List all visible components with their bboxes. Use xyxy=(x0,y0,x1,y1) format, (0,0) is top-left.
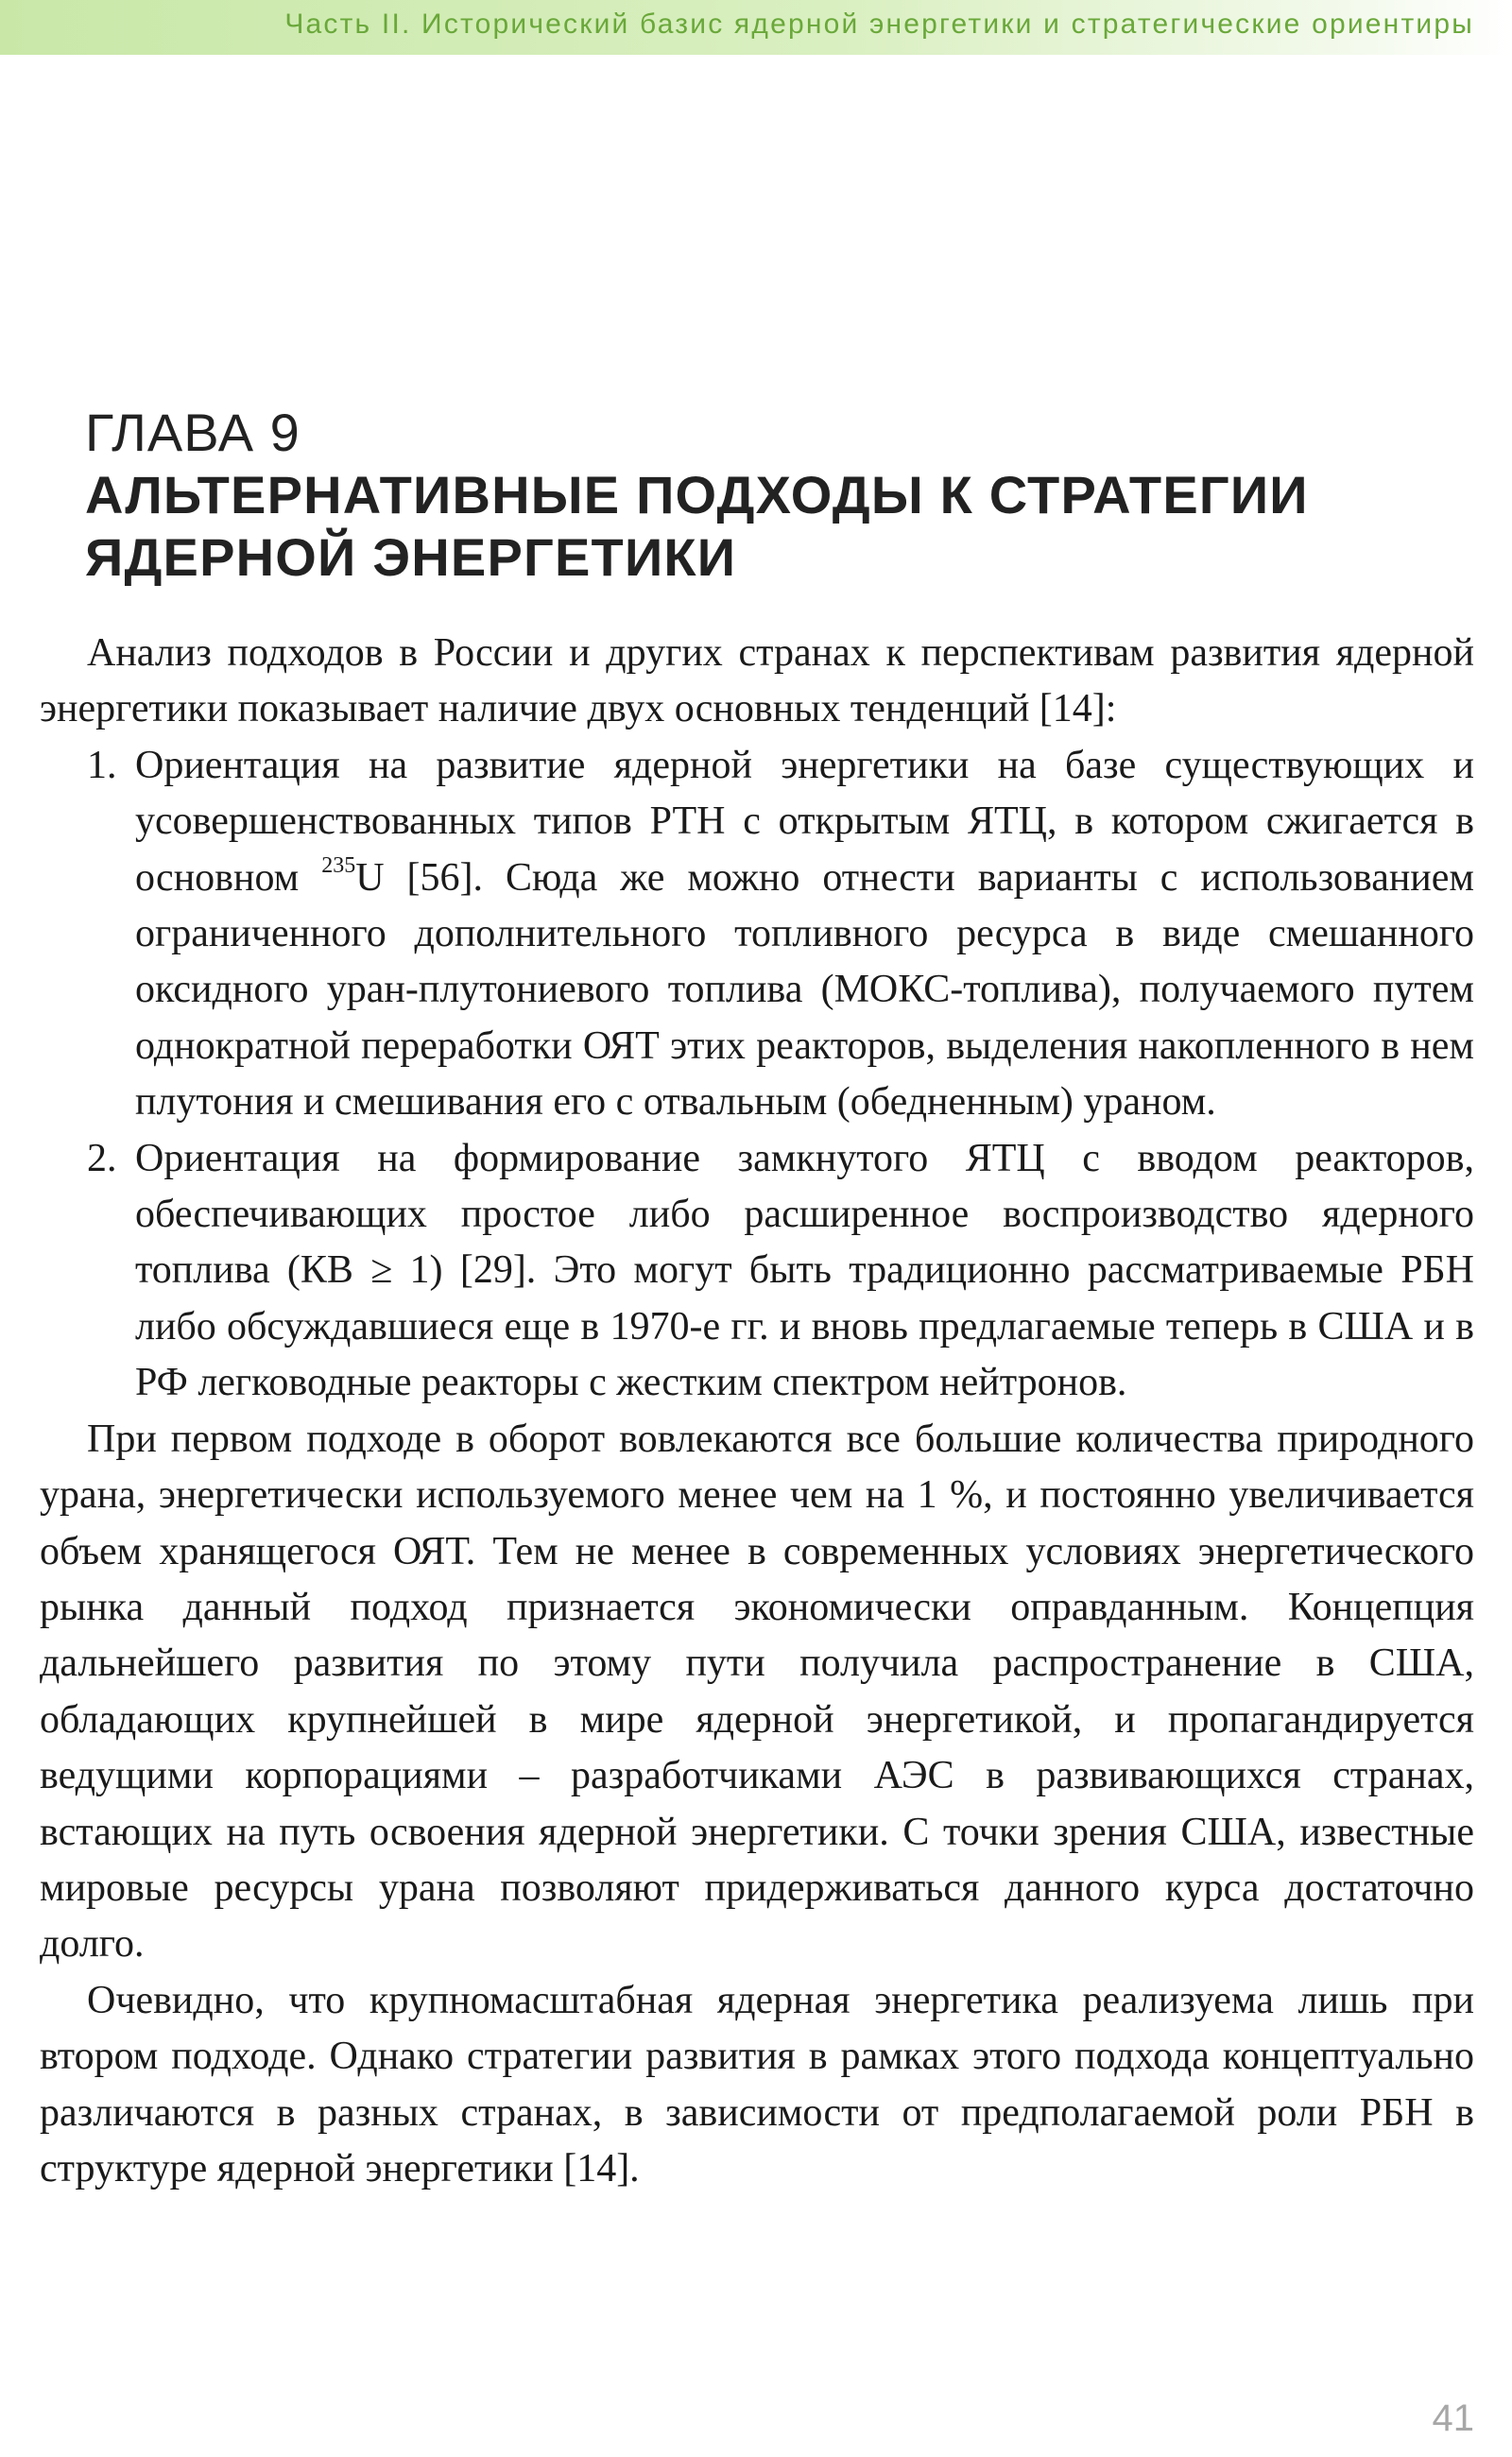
list-item-text-continued: U [56]. Сюда же можно отнести варианты с использованием ограниченного дополнительного топливного ресурса в виде смешанного оксидного уран-плутониевого топлива (МОКС-топлива), получаемого путем однократной переработки ОЯТ этих реакторов, выделения накопленного в нем плутония и смешивания его с отвальным (обедненным) ураном. xyxy=(135,855,1475,1125)
chapter-heading xyxy=(85,402,1474,589)
list-item-text: Ориентация на формирование замкнутого ЯТЦ с вводом реакторов, обеспечивающих простое либо расширенное воспроизводство ядерного топлива (КВ ≥ 1) [29]. Это могут быть традиционно рассматриваемые РБН либо обсуждавшиеся еще в 1970-е гг. и вновь предлагаемые теперь в США и в РФ легководные реакторы с жестким спектром нейтронов. xyxy=(135,1136,1474,1405)
page-number: 41 xyxy=(1432,2397,1474,2439)
list-item-number: 1. xyxy=(87,743,117,787)
body-paragraph: Очевидно, что крупномасштабная ядерная энергетика реализуема лишь при втором подходе. Однако стратегии развития в рамках этого подхода концептуально различаются в разных странах, в зависимости от предполагаемой роли РБН в структуре ядерной энергетики [14]. xyxy=(40,1978,1474,2191)
body-text xyxy=(40,626,1474,2197)
running-header-band xyxy=(0,0,1512,55)
chapter-title-line-1: АЛЬТЕРНАТИВНЫЕ ПОДХОДЫ К СТРАТЕГИИ xyxy=(85,465,1309,524)
tendency-list xyxy=(40,738,1474,1412)
list-item xyxy=(40,1131,1474,1412)
body-paragraph: При первом подходе в оборот вовлекаются все большие количества природного урана, энергетически используемого менее чем на 1 %, и постоянно увеличивается объем хранящегося ОЯТ. Тем не менее в современных условиях энергетического рынка данный подход признается экономически оправданным. Концепция дальнейшего развития по этому пути получила распространение в США, обладающих крупнейшей в мире ядерной энергетикой, и пропагандируется ведущими корпорациями – разработчиками АЭС в развивающихся странах, встающих на путь освоения ядерной энергетики. С точки зрения США, известные мировые ресурсы урана позволяют придерживаться данного курса достаточно долго. xyxy=(40,1417,1474,1967)
list-item-number: 2. xyxy=(87,1136,117,1180)
list-item xyxy=(40,738,1474,1131)
chapter-number: ГЛАВА 9 xyxy=(85,403,301,462)
isotope-superscript: 235 xyxy=(321,852,356,878)
intro-paragraph: Анализ подходов в России и других странах к перспективам развития ядерной энергетики показывает наличие двух основных тенденций [14]: xyxy=(40,631,1474,731)
running-header-title: Часть II. Исторический базис ядерной энергетики и стратегические ориентиры xyxy=(284,9,1474,40)
list-item-text: Ориентация на развитие ядерной энергетики на базе существующих и усовершенствованных типов РТН с открытым ЯТЦ, в котором сжигается в основном xyxy=(135,743,1474,900)
chapter-title-line-2: ЯДЕРНОЙ ЭНЕРГЕТИКИ xyxy=(85,527,737,587)
